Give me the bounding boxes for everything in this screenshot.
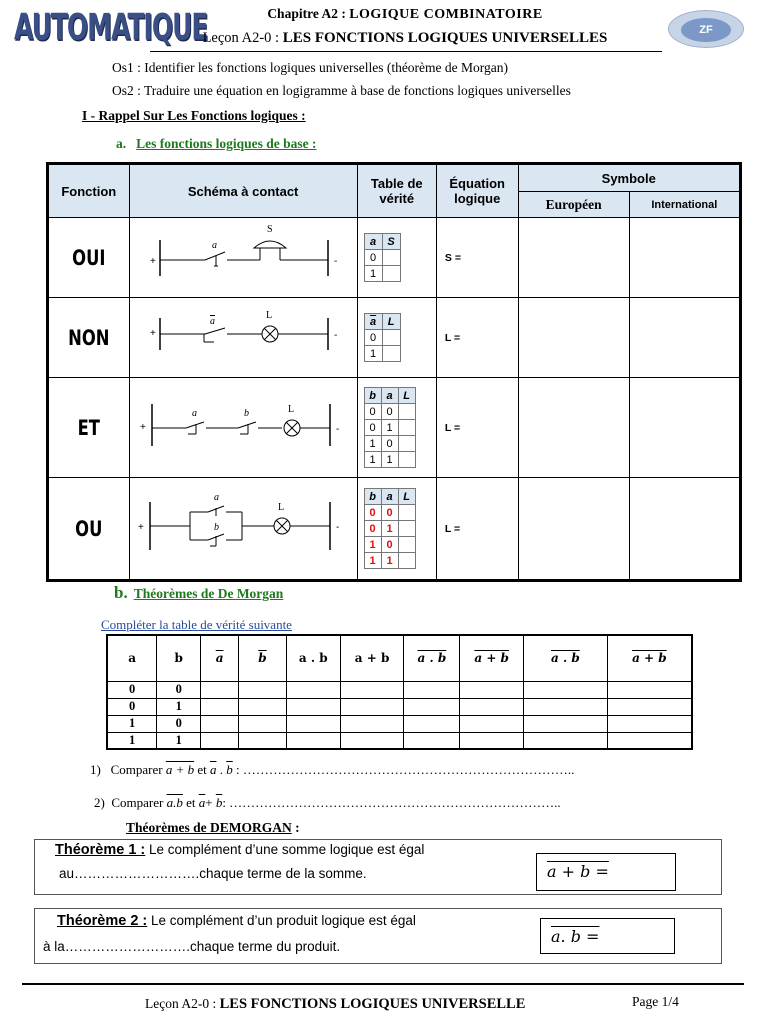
svg-text:b: b: [243, 408, 249, 419]
header-equation: Équation logique: [436, 164, 518, 218]
page-number: Page 1/4: [632, 994, 679, 1009]
svg-text:-: -: [335, 424, 339, 435]
symbol-int-et[interactable]: [629, 378, 740, 478]
instruction-text: Compléter la table de vérité suivante: [101, 617, 292, 632]
objective-2: Os2 : Traduire une équation en logigramme à base de fonctions logiques universelles: [112, 83, 571, 98]
chapter-heading: [150, 6, 660, 23]
lesson-heading: [150, 30, 660, 47]
header-international: International: [629, 192, 740, 218]
truth-table-ou: b a L 0 0 0 1 1 0 1 1: [364, 488, 416, 569]
svg-text:L: L: [277, 502, 284, 513]
equation-et: L =: [436, 378, 518, 478]
theorem-1-title: Théorème 1 :: [55, 842, 146, 858]
basic-functions-table: [46, 162, 742, 582]
schema-et-diagram: [130, 378, 356, 472]
function-name-non: NON: [68, 325, 110, 350]
table-row: 0 0: [107, 681, 692, 698]
table-row: [48, 378, 741, 478]
table-row: 0 1: [107, 698, 692, 715]
schema-oui-diagram: [130, 218, 356, 292]
chapter-prefix: Chapitre A2 :: [267, 6, 346, 21]
symbol-int-non[interactable]: [629, 298, 740, 378]
theorem-2-line1: Le complément d’un produit logique est égal: [147, 913, 416, 928]
theorem-2-line2: à la……………………….chaque terme du produit.: [43, 939, 341, 954]
section-1-title: I - Rappel Sur Les Fonctions logiques :: [82, 108, 306, 123]
table-row: 1 0: [107, 715, 692, 732]
contact-label-a: a: [211, 240, 217, 251]
zf-badge: [668, 10, 744, 48]
section-a-heading: [116, 136, 317, 152]
equation-ou: L =: [436, 478, 518, 581]
svg-text:a: a: [191, 408, 197, 419]
minus-sign: -: [333, 256, 337, 267]
lamp-label-l: L: [265, 310, 272, 321]
automatique-logo: AUTOMATIQUE: [14, 6, 208, 49]
section-b-heading: [114, 583, 283, 603]
table-row: 1 1: [107, 732, 692, 749]
lesson-title: LES FONCTIONS LOGIQUES UNIVERSELLES: [282, 30, 608, 46]
function-name-et: ET: [77, 415, 100, 440]
theorem-1-box: [34, 839, 722, 895]
svg-text:+: +: [149, 328, 156, 339]
symbol-eu-oui[interactable]: [518, 218, 629, 298]
svg-text:b: b: [213, 522, 219, 533]
plus-sign: +: [149, 256, 156, 267]
symbol-eu-non[interactable]: [518, 298, 629, 378]
chapter-title: LOGIQUE COMBINATOIRE: [349, 7, 543, 22]
section-b-title: Théorèmes de De Morgan: [133, 586, 284, 601]
schema-ou-diagram: [130, 478, 356, 574]
function-name-oui: OUI: [72, 245, 106, 270]
lamp-label-s: S: [266, 224, 273, 235]
svg-text:L: L: [287, 404, 294, 415]
section-a-label: a.: [116, 136, 127, 151]
objective-1: Os1 : Identifier les fonctions logiques universelles (théorème de Morgan): [112, 60, 509, 75]
contact-schema-ou: [129, 478, 357, 581]
header-fonction: Fonction: [48, 164, 130, 218]
schema-non-diagram: [130, 298, 356, 372]
svg-text:+: +: [137, 522, 144, 533]
equation-non: L =: [436, 298, 518, 378]
header-divider: [150, 51, 662, 52]
compare-question-1: 1) Comparer a + b et $\overline{a}$ . $\overline{b}$ : …………………………………………………………………..: [90, 762, 575, 777]
table-row: [48, 218, 741, 298]
svg-text:-: -: [335, 522, 339, 533]
footer-divider: [22, 983, 744, 985]
truth-table-non: $\overline{a}$ L 0 1: [364, 313, 401, 362]
zf-badge-text: ZF: [681, 18, 731, 42]
svg-text:a: a: [213, 492, 219, 503]
theorem-2-box: [34, 908, 722, 964]
header-table: Table de vérité: [357, 164, 436, 218]
symbol-eu-et[interactable]: [518, 378, 629, 478]
header-symbole: Symbole: [518, 164, 741, 192]
table-header-row: a b $\overline{a}$ $\overline{b}$ a . b a + b a . b a + b a . b a + b: [107, 635, 692, 681]
lesson-prefix: Leçon A2-0 :: [202, 30, 280, 46]
symbol-int-ou[interactable]: [629, 478, 740, 581]
section-a-title: Les fonctions logiques de base :: [136, 136, 317, 151]
theorem-2-title: Théorème 2 :: [57, 913, 148, 929]
truth-table-oui: a S 0 1: [364, 233, 401, 282]
symbol-int-oui[interactable]: [629, 218, 740, 298]
demorgan-title: Théorèmes de DEMORGAN :: [126, 820, 300, 835]
footer-lesson: Leçon A2-0 : LES FONCTIONS LOGIQUES UNIVERSELLE: [145, 996, 526, 1012]
function-name-ou: OU: [75, 516, 103, 541]
demorgan-truth-table: [106, 634, 693, 750]
truth-table-et: b a L 0 0 0 1 1 0 1 1: [364, 387, 416, 468]
contact-schema-oui: [129, 218, 357, 298]
contact-schema-et: [129, 378, 357, 478]
section-b-label: b.: [114, 583, 128, 602]
svg-text:-: -: [333, 330, 337, 341]
symbol-eu-ou[interactable]: [518, 478, 629, 581]
theorem-1-line2: au……………………….chaque terme de la somme.: [59, 866, 367, 881]
contact-label-a-bar: a: [209, 316, 215, 327]
header-europeen: Européen: [518, 192, 629, 218]
theorem-2-formula[interactable]: a. b =: [540, 918, 675, 954]
theorem-1-line1: Le complément d’une somme logique est égal: [145, 842, 425, 857]
equation-oui: S =: [436, 218, 518, 298]
theorem-1-formula[interactable]: a + b =: [536, 853, 676, 891]
compare-question-2: 2) Comparer a.b et $\overline{a}+ \overline{b}$: …………………………………………………………………..: [94, 795, 561, 810]
header-schema: Schéma à contact: [129, 164, 357, 218]
table-row: [48, 478, 741, 581]
contact-schema-non: [129, 298, 357, 378]
svg-text:+: +: [139, 422, 146, 433]
table-row: [48, 298, 741, 378]
